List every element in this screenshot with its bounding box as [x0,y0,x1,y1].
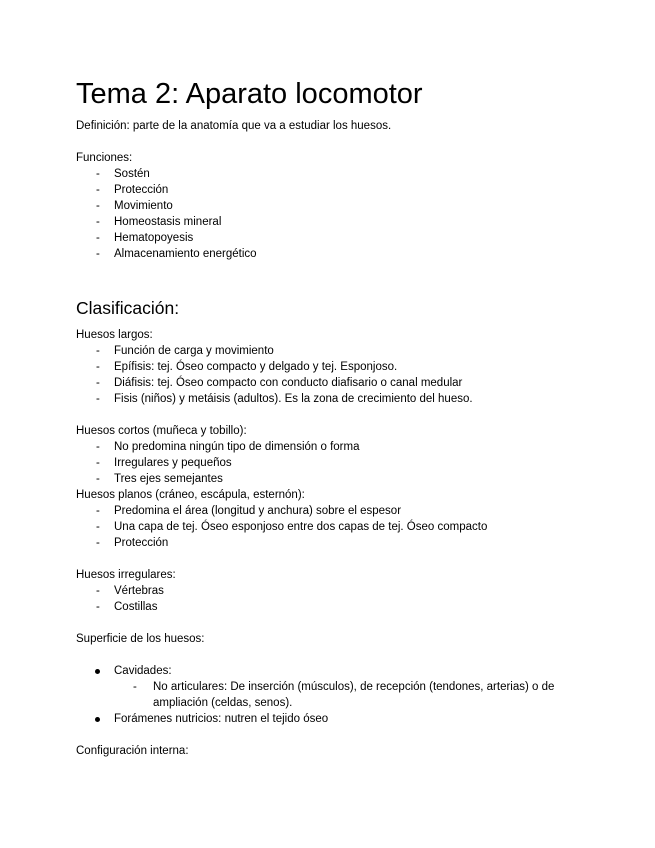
dash-marker: - [96,361,100,373]
list-item: Sostén [114,168,150,180]
superficie-heading: Superficie de los huesos: [76,633,205,645]
dash-marker: - [96,200,100,212]
list-item: Protección [114,537,169,549]
list-item: Vértebras [114,585,164,597]
list-item: Protección [114,184,169,196]
list-item: Diáfisis: tej. Óseo compacto con conducto diafisario o canal medular [114,377,463,389]
list-item-continuation: ampliación (celdas, senos). [153,697,293,709]
dash-marker: - [96,216,100,228]
list-item: No predomina ningún tipo de dimensión o forma [114,441,360,453]
bullet-icon [95,669,100,674]
huesos-largos-heading: Huesos largos: [76,329,153,341]
dash-marker: - [96,393,100,405]
dash-marker: - [96,345,100,357]
list-item: Irregulares y pequeños [114,457,232,469]
dash-marker: - [96,601,100,613]
dash-marker: - [133,681,137,693]
list-item: Epífisis: tej. Óseo compacto y delgado y tej. Esponjoso. [114,361,398,373]
definition-text: Definición: parte de la anatomía que va a estudiar los huesos. [76,120,392,132]
funciones-heading: Funciones: [76,152,133,164]
list-item: Función de carga y movimiento [114,345,274,357]
bullet-icon [95,717,100,722]
huesos-planos-heading: Huesos planos (cráneo, escápula, esternón): [76,489,305,501]
dash-marker: - [96,377,100,389]
dash-marker: - [96,585,100,597]
dash-marker: - [96,441,100,453]
configuracion-heading: Configuración interna: [76,745,189,757]
huesos-irregulares-heading: Huesos irregulares: [76,569,176,581]
dash-marker: - [96,473,100,485]
list-item: Almacenamiento energético [114,248,257,260]
list-item: Fisis (niños) y metáisis (adultos). Es la zona de crecimiento del hueso. [114,393,473,405]
page-title: Tema 2: Aparato locomotor [76,78,423,110]
dash-marker: - [96,521,100,533]
dash-marker: - [96,457,100,469]
dash-marker: - [96,248,100,260]
dash-marker: - [96,232,100,244]
dash-marker: - [96,537,100,549]
list-item: Cavidades: [114,665,172,677]
list-item: Hematopoyesis [114,232,194,244]
list-item: Costillas [114,601,158,613]
list-item: Homeostasis mineral [114,216,222,228]
dash-marker: - [96,168,100,180]
list-item: No articulares: De inserción (músculos), de recepción (tendones, arterias) o de [153,681,555,693]
list-item: Una capa de tej. Óseo esponjoso entre dos capas de tej. Óseo compacto [114,521,488,533]
dash-marker: - [96,184,100,196]
list-item: Forámenes nutricios: nutren el tejido óseo [114,713,329,725]
list-item: Movimiento [114,200,173,212]
clasificacion-heading: Clasificación: [76,298,180,318]
dash-marker: - [96,505,100,517]
list-item: Tres ejes semejantes [114,473,223,485]
huesos-cortos-heading: Huesos cortos (muñeca y tobillo): [76,425,247,437]
list-item: Predomina el área (longitud y anchura) sobre el espesor [114,505,402,517]
